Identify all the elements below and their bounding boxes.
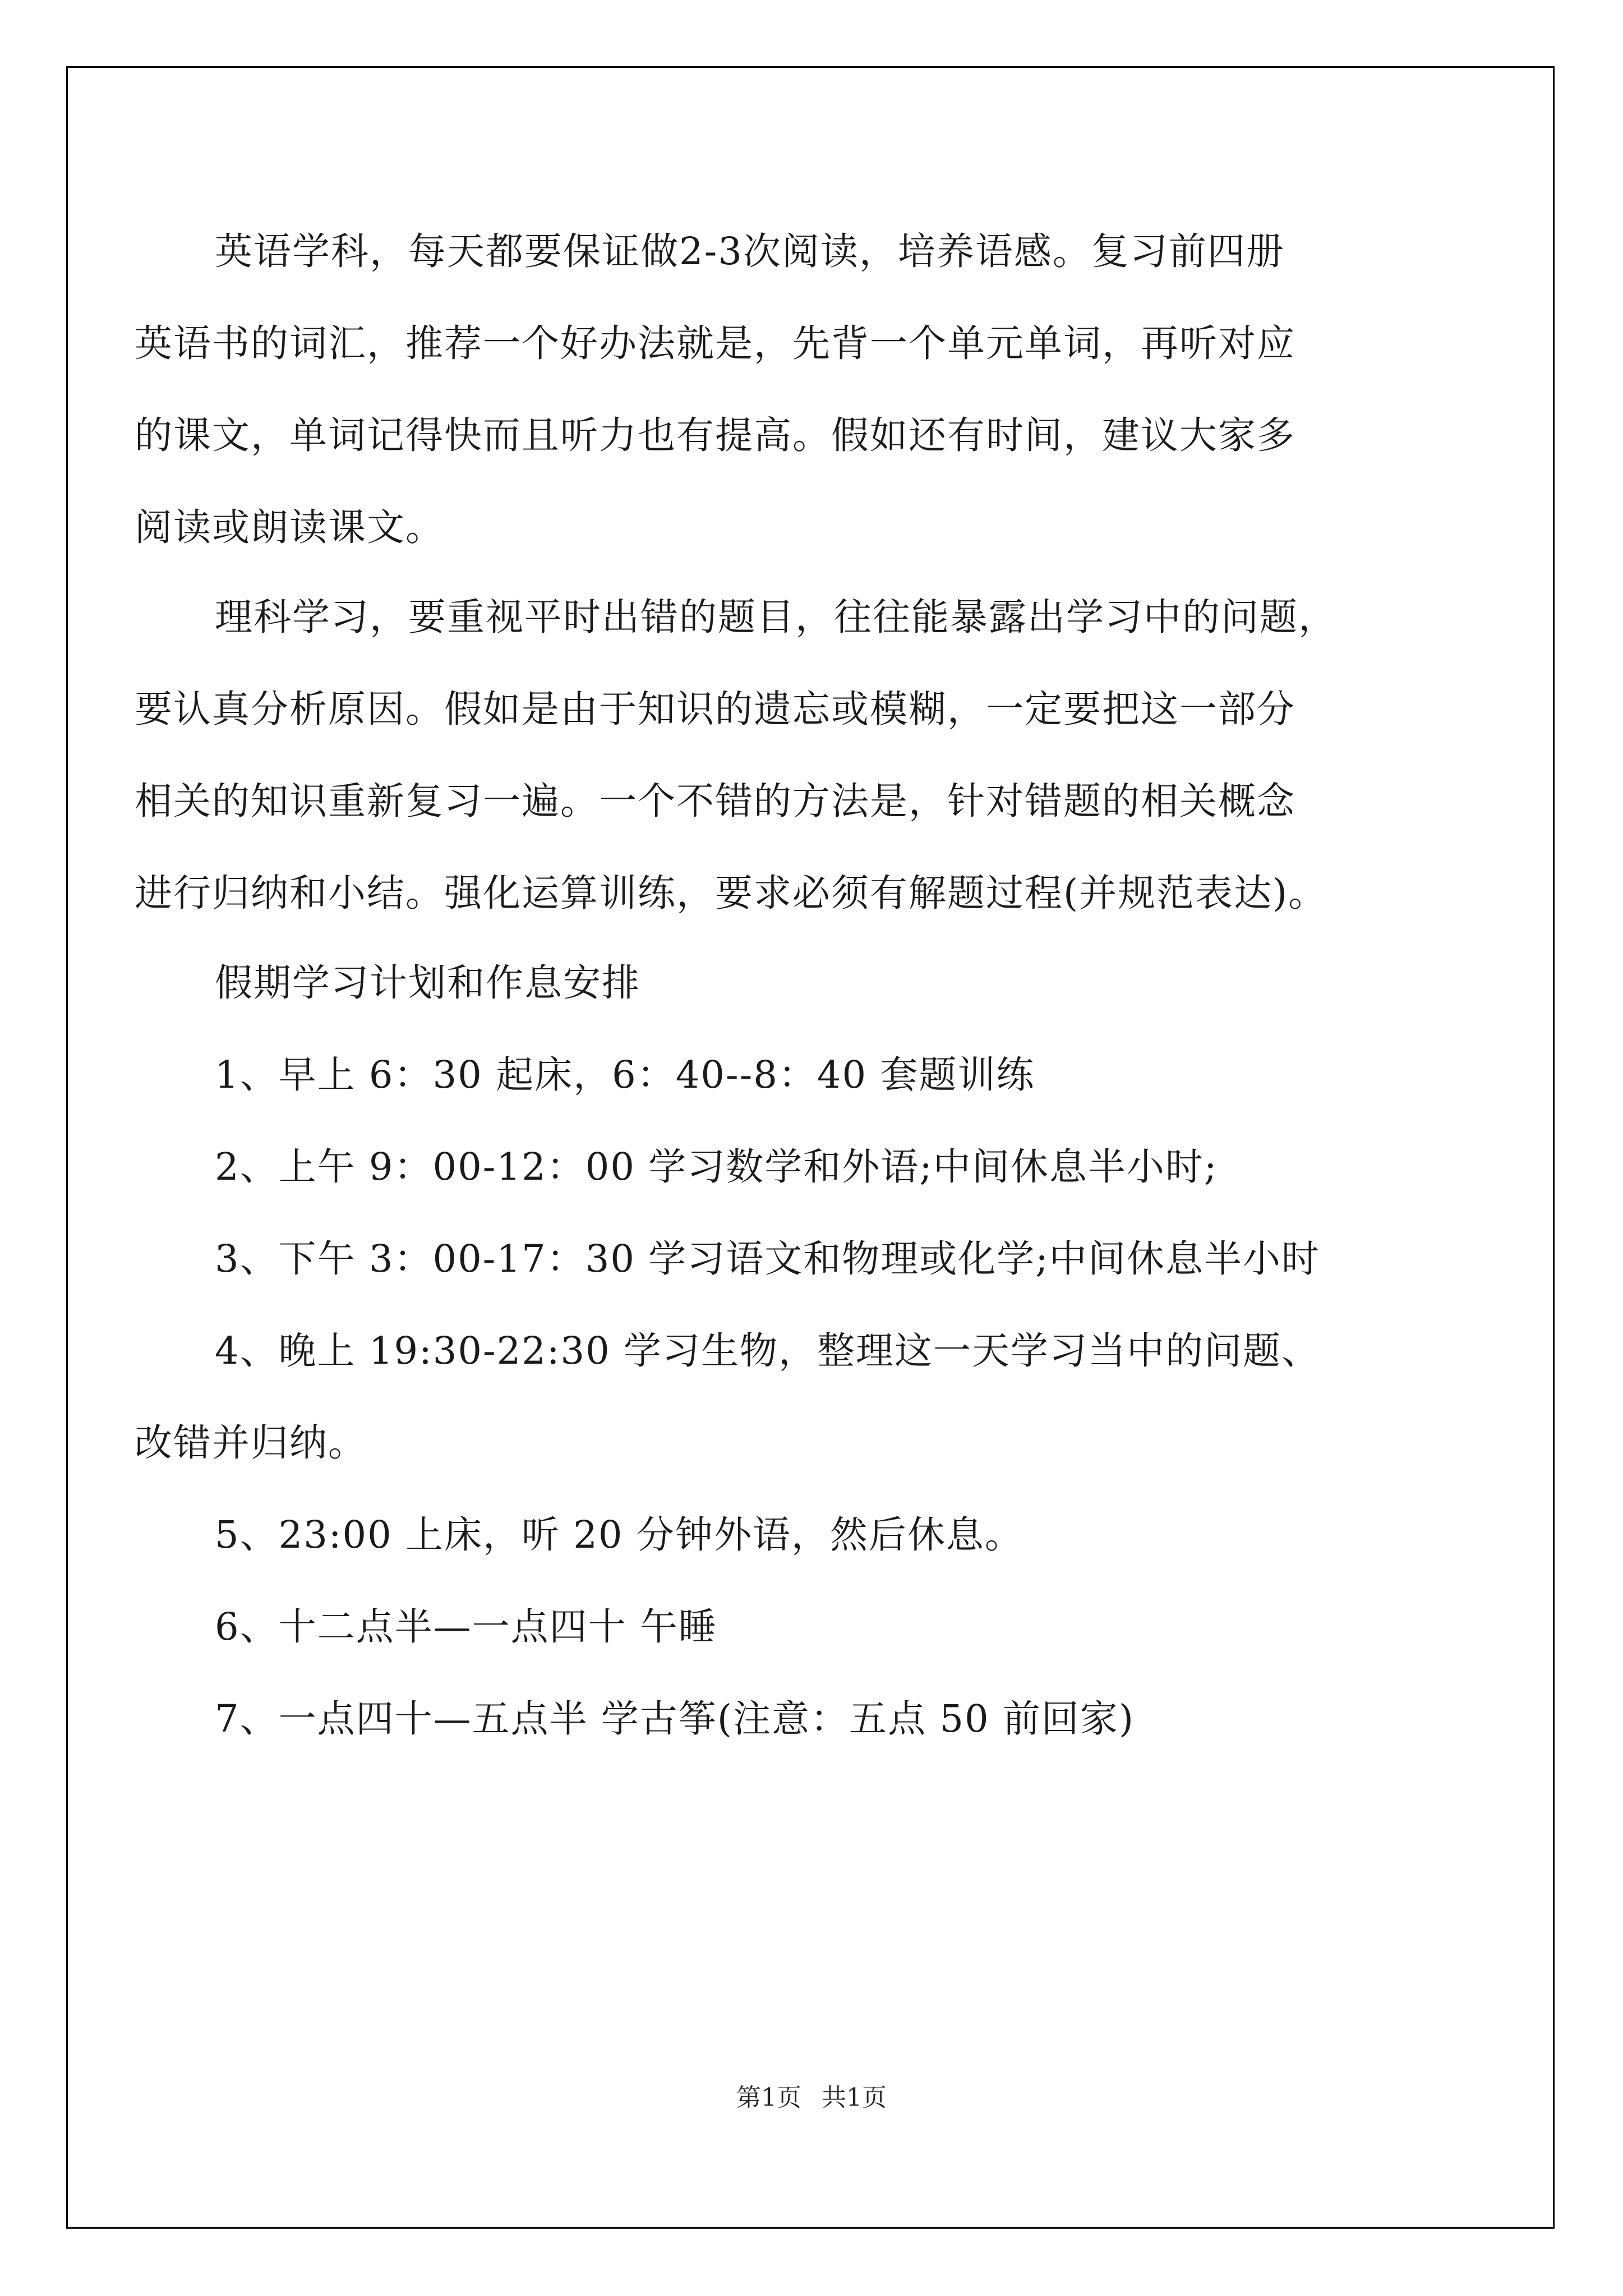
- paragraph-science-line-1: 理科学习，要重视平时出错的题目，往往能暴露出学习中的问题，: [215, 595, 1337, 639]
- page-footer: [0, 2081, 1623, 2115]
- schedule-heading: 假期学习计划和作息安排: [215, 961, 640, 1005]
- schedule-item-4-line-2: 改错并归纳。: [135, 1421, 367, 1465]
- paragraph-english-line-1: 英语学科，每天都要保证做2-3次阅读，培养语感。复习前四册: [215, 229, 1285, 273]
- schedule-item-7: 7、一点四十—五点半 学古筝(注意：五点 50 前回家): [215, 1697, 1135, 1741]
- schedule-item-2: 2、上午 9：00-12：00 学习数学和外语;中间休息半小时;: [215, 1145, 1218, 1189]
- page-number: 第1页: [736, 2083, 801, 2112]
- paragraph-english-line-4: 阅读或朗读课文。: [135, 505, 444, 549]
- paragraph-english-line-3: 的课文，单词记得快而且听力也有提高。假如还有时间，建议大家多: [135, 413, 1295, 457]
- schedule-item-1: 1、早上 6：30 起床，6：40--8：40 套题训练: [215, 1053, 1035, 1097]
- schedule-item-3: 3、下午 3：00-17：30 学习语文和物理或化学;中间休息半小时: [215, 1237, 1320, 1281]
- paragraph-science-line-2: 要认真分析原因。假如是由于知识的遗忘或模糊，一定要把这一部分: [135, 687, 1295, 731]
- paragraph-science-line-4: 进行归纳和小结。强化运算训练，要求必须有解题过程(并规范表达)。: [135, 871, 1327, 915]
- schedule-item-6: 6、十二点半—一点四十 午睡: [215, 1605, 717, 1649]
- paragraph-english-line-2: 英语书的词汇，推荐一个好办法就是，先背一个单元单词，再听对应: [135, 321, 1295, 365]
- paragraph-science-line-3: 相关的知识重新复习一遍。一个不错的方法是，针对错题的相关概念: [135, 779, 1295, 823]
- page-total: 共1页: [822, 2083, 887, 2112]
- schedule-item-4-line-1: 4、晚上 19:30-22:30 学习生物，整理这一天学习当中的问题、: [215, 1329, 1321, 1373]
- schedule-item-5: 5、23:00 上床，听 20 分钟外语，然后休息。: [215, 1513, 1023, 1557]
